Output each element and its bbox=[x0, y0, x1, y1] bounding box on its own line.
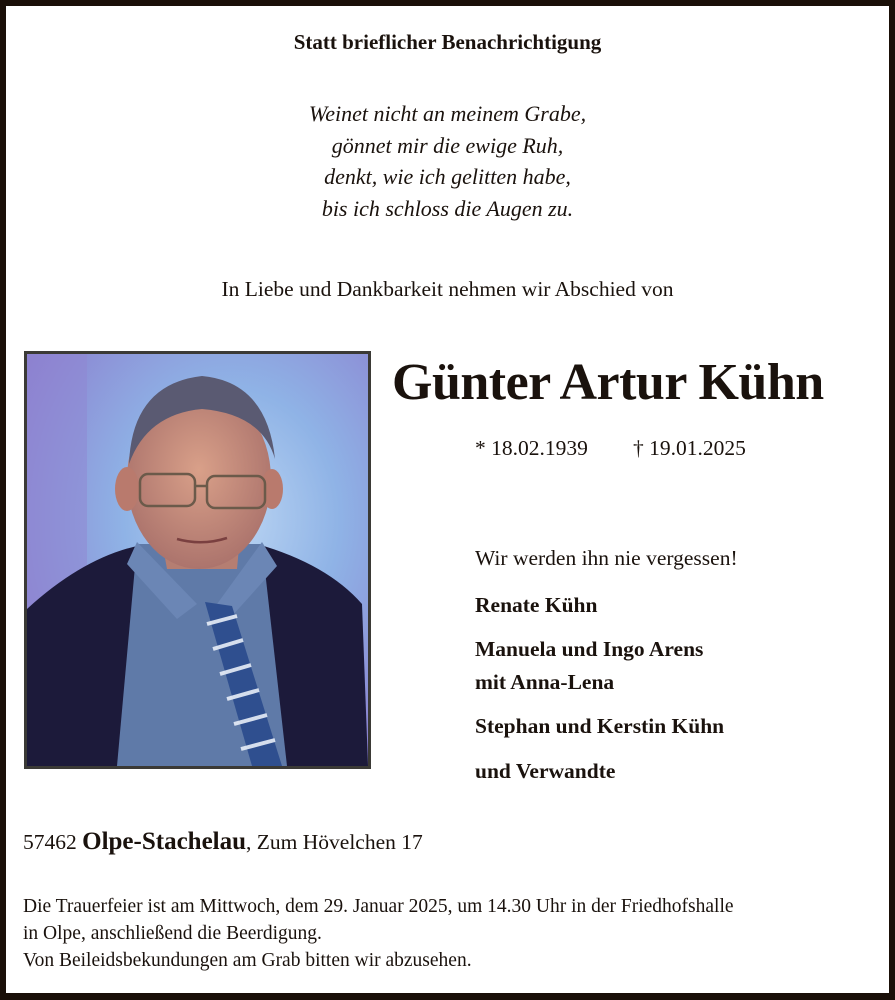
funeral-notice bbox=[23, 893, 883, 974]
address-street: Zum Hövelchen 17 bbox=[256, 830, 423, 854]
address-separator: , bbox=[246, 830, 252, 854]
farewell-intro: In Liebe und Dankbarkeit nehmen wir Abschied von bbox=[221, 277, 674, 301]
poem-line: denkt, wie ich gelitten habe, bbox=[324, 164, 571, 189]
memorial-poem bbox=[6, 98, 889, 224]
poem-line: bis ich schloss die Augen zu. bbox=[321, 195, 574, 221]
notice-header: Statt brieflicher Benachrichtigung bbox=[293, 30, 602, 54]
poem-line: gönnet mir die ewige Ruh, bbox=[331, 132, 564, 158]
family-address bbox=[23, 828, 423, 856]
family-tagline: Wir werden ihn nie vergessen! bbox=[475, 546, 738, 570]
notice-line: Von Beileidsbekundungen am Grab bitten wir abzusehen. bbox=[23, 950, 472, 971]
mourner-name: und Verwandte bbox=[475, 759, 616, 783]
birth-date: * 18.02.1939 bbox=[475, 436, 588, 460]
address-city: Olpe-Stachelau bbox=[82, 828, 247, 855]
mourner-name: mit Anna-Lena bbox=[475, 670, 615, 694]
mourner-name: Renate Kühn bbox=[475, 593, 598, 617]
mourner-name: Manuela und Ingo Arens bbox=[475, 637, 704, 661]
notice-line: in Olpe, anschließend die Beerdigung. bbox=[23, 923, 322, 944]
address-postcode: 57462 bbox=[23, 830, 77, 854]
mourner-name: Stephan und Kerstin Kühn bbox=[475, 714, 725, 738]
portrait-illustration bbox=[27, 354, 368, 766]
notice-line: Die Trauerfeier ist am Mittwoch, dem 29. Januar 2025, um 14.30 Uhr in der Friedhofshalle bbox=[23, 896, 734, 917]
death-date: † 19.01.2025 bbox=[633, 436, 746, 460]
poem-line: Weinet nicht an meinem Grabe, bbox=[308, 101, 587, 126]
deceased-name: Günter Artur Kühn bbox=[392, 354, 824, 411]
obituary-notice bbox=[6, 6, 889, 993]
portrait-photo bbox=[24, 351, 371, 769]
